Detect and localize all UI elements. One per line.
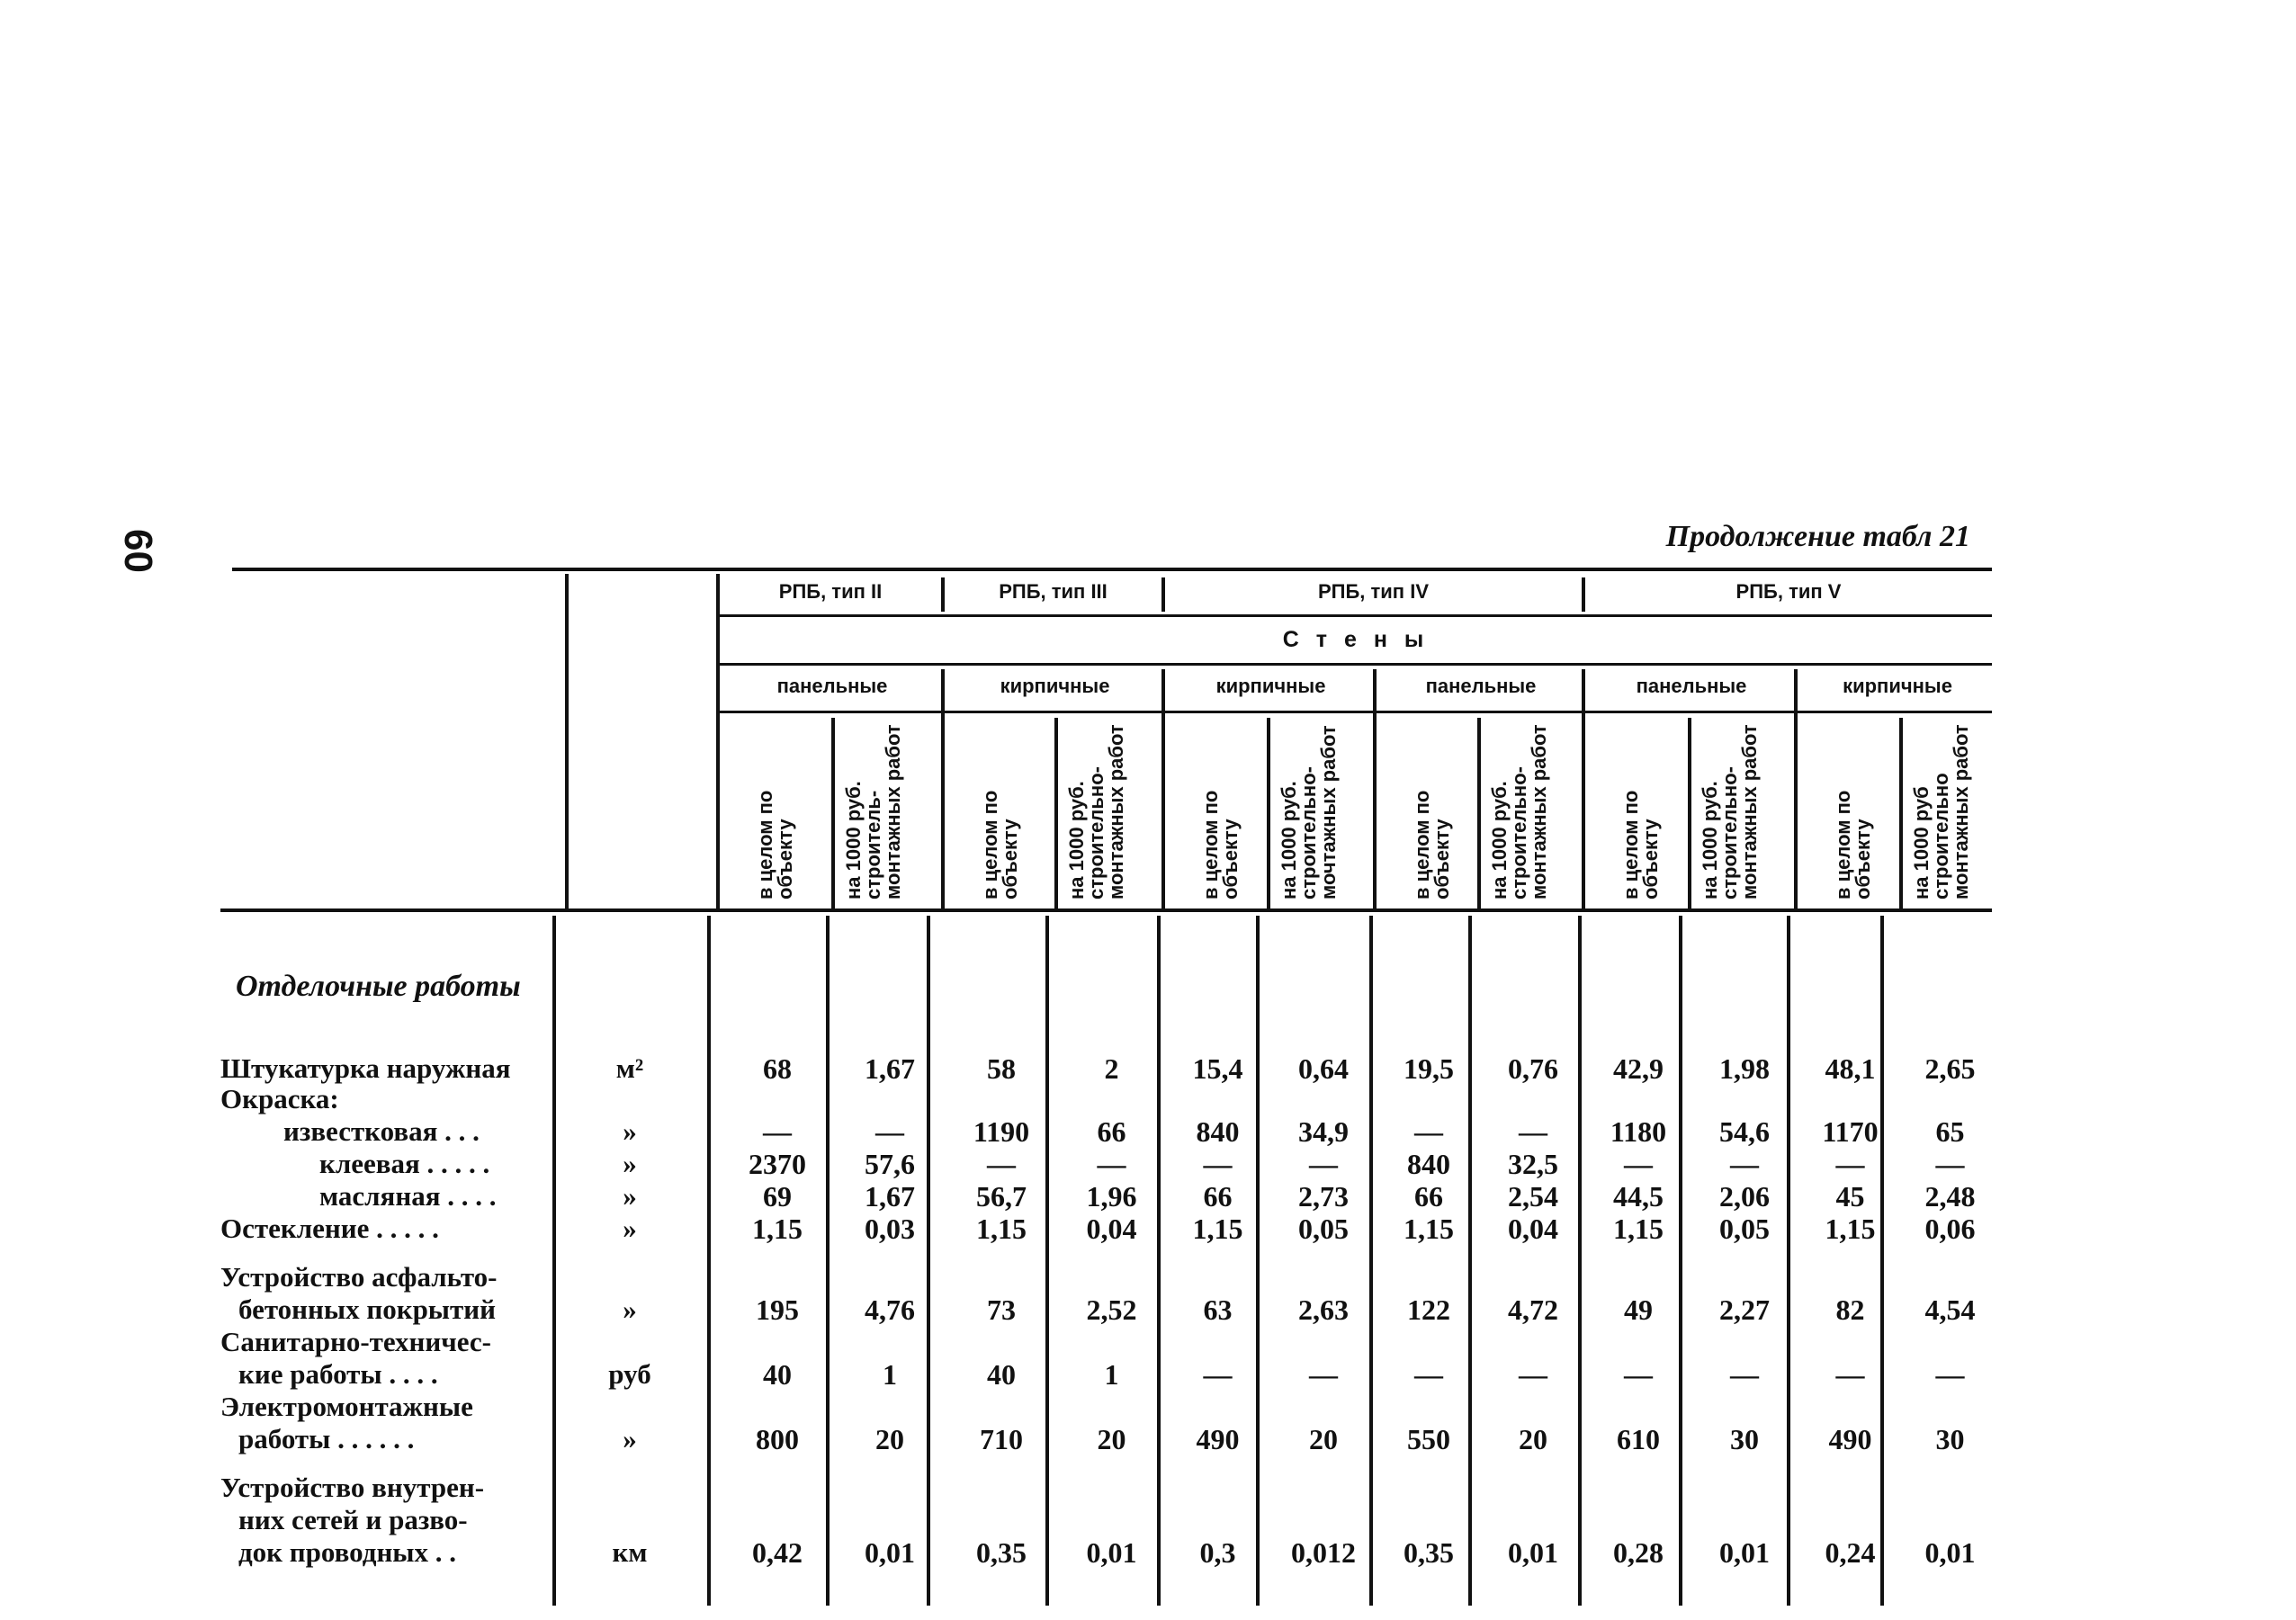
table-cell: 68 [763, 1052, 792, 1085]
walltype-sep [1582, 669, 1585, 910]
table-cell: 2,52 [1086, 1293, 1137, 1326]
table-cell: 4,72 [1508, 1293, 1558, 1326]
table-cell: 0,64 [1298, 1052, 1349, 1085]
table-cell: 54,6 [1719, 1115, 1770, 1148]
table-cell: 0,42 [752, 1536, 803, 1569]
table-cell: 0,35 [1404, 1536, 1454, 1569]
table-cell: 0,05 [1298, 1213, 1349, 1245]
head-vline [716, 574, 720, 910]
section-title: Отделочные работы [236, 970, 521, 1003]
table-cell: — [987, 1148, 1016, 1180]
table-cell: 1,96 [1086, 1180, 1137, 1213]
row-label: Электромонтажные [220, 1391, 473, 1422]
table-cell: 45 [1835, 1180, 1865, 1213]
table-cell: 2,48 [1924, 1180, 1976, 1213]
table-cell: 0,03 [865, 1213, 915, 1245]
table-cell: — [875, 1115, 904, 1148]
sub-sep [1054, 718, 1058, 910]
table-cell: 49 [1624, 1293, 1653, 1326]
table-cell: 1,98 [1719, 1052, 1770, 1085]
group-header-4: РПБ, тип V [1735, 580, 1842, 603]
walltype-rule [720, 711, 1992, 713]
table-cell: 1,15 [976, 1213, 1027, 1245]
wall-type-header: кирпичные [1000, 675, 1110, 697]
table-cell: 15,4 [1192, 1052, 1243, 1085]
row-label: клеевая . . . . . [319, 1148, 490, 1179]
group-header-1: РПБ, тип II [778, 580, 883, 603]
table-cell: 56,7 [976, 1180, 1027, 1213]
wall-type-header: панельные [1636, 675, 1747, 697]
table-cell: — [1097, 1148, 1126, 1180]
table-cell: 20 [1309, 1423, 1338, 1455]
table-cell: 1 [883, 1358, 897, 1391]
table-cell: 69 [763, 1180, 792, 1213]
table-cell: 2370 [749, 1148, 806, 1180]
table-cell: 66 [1203, 1180, 1233, 1213]
sub-header-total: в целом по объекту [1619, 790, 1662, 900]
table-cell: 550 [1407, 1423, 1450, 1455]
sub-header-per1000: на 1000 руб строительно монтажных работ [1910, 724, 1972, 900]
sub-header-total: в целом по объекту [1199, 790, 1242, 900]
row-label: бетонных покрытий [238, 1293, 496, 1325]
table-cell: 32,5 [1508, 1148, 1558, 1180]
page-number: 60 [116, 529, 160, 573]
sub-sep [1688, 718, 1691, 910]
table-cell: 19,5 [1404, 1052, 1454, 1085]
group-header-2: РПБ, тип III [999, 580, 1108, 603]
table-cell: — [1935, 1358, 1965, 1391]
table-cell: 1,67 [865, 1180, 915, 1213]
table-cell: 2,73 [1298, 1180, 1349, 1213]
table-cell: — [1730, 1148, 1759, 1180]
table-cell: — [1835, 1148, 1865, 1180]
table-cell: 0,01 [865, 1536, 915, 1569]
row-unit: » [623, 1115, 637, 1147]
table-cell: — [1203, 1358, 1233, 1391]
wall-type-header: панельные [776, 675, 888, 697]
sub-sep [1477, 718, 1481, 910]
sub-header-per1000: на 1000 руб. строительно- монтажных работ [1699, 724, 1761, 900]
body-vline [1679, 916, 1682, 1606]
body-vline [1468, 916, 1472, 1606]
table-cell: 2,27 [1719, 1293, 1770, 1326]
walltype-sep [1161, 669, 1165, 910]
body-vline [707, 916, 711, 1606]
table-cell: 0,01 [1719, 1536, 1770, 1569]
row-label: Устройство внутрен- [220, 1472, 485, 1503]
sub-header-total: в целом по объекту [754, 790, 796, 900]
table-cell: 1170 [1822, 1115, 1879, 1148]
row-label: них сетей и разво- [238, 1504, 468, 1535]
head-vline [565, 574, 569, 910]
head-rule [220, 908, 1992, 912]
table-cell: — [1935, 1148, 1965, 1180]
body-vline [1256, 916, 1260, 1606]
row-unit: » [623, 1423, 637, 1454]
table-cell: 73 [987, 1293, 1016, 1326]
row-label: Остекление . . . . . [220, 1213, 439, 1244]
table-cell: 0,3 [1199, 1536, 1236, 1569]
body-vline [927, 916, 930, 1606]
sub-header-per1000: на 1000 руб. строительно- монтажных работ [1065, 724, 1127, 900]
table-cell: 57,6 [865, 1148, 915, 1180]
row-label: Окраска: [220, 1083, 339, 1114]
sub-header-total: в целом по объекту [1411, 790, 1453, 900]
table-cell: 2,63 [1298, 1293, 1349, 1326]
table-cell: 65 [1935, 1115, 1965, 1148]
row-unit: » [623, 1180, 637, 1212]
table-cell: 34,9 [1298, 1115, 1349, 1148]
table-cell: 1,15 [752, 1213, 803, 1245]
table-cell: 1,15 [1192, 1213, 1243, 1245]
body-vline [1880, 916, 1884, 1606]
sub-sep [1267, 718, 1270, 910]
sub-header-total: в целом по объекту [979, 790, 1021, 900]
table-cell: — [1519, 1358, 1547, 1391]
table-cell: 0,012 [1291, 1536, 1356, 1569]
row-label: известковая . . . [283, 1115, 480, 1147]
table-cell: — [1624, 1148, 1653, 1180]
table-cell: — [1309, 1148, 1338, 1180]
row-unit: » [623, 1213, 637, 1244]
sub-sep [1899, 718, 1903, 910]
table-cell: 0,01 [1508, 1536, 1558, 1569]
table-cell: 0,28 [1613, 1536, 1664, 1569]
walltype-sep [1794, 669, 1798, 910]
table-cell: 30 [1935, 1423, 1965, 1455]
row-unit: » [623, 1293, 637, 1325]
table-cell: 30 [1730, 1423, 1759, 1455]
group-rule [720, 614, 1992, 617]
table-cell: 2 [1104, 1052, 1119, 1085]
table-cell: 40 [987, 1358, 1016, 1391]
group-header-3: РПБ, тип IV [1317, 580, 1429, 603]
table-cell: — [763, 1115, 792, 1148]
table-cell: 490 [1828, 1423, 1872, 1455]
sub-header-total: в целом по объекту [1832, 790, 1874, 900]
table-cell: — [1519, 1115, 1547, 1148]
table-cell: 490 [1196, 1423, 1240, 1455]
row-label: Штукатурка наружная [220, 1052, 511, 1084]
body-vline [1045, 916, 1049, 1606]
table-cell: — [1835, 1358, 1865, 1391]
table-cell: 840 [1407, 1148, 1450, 1180]
body-vline [826, 916, 830, 1606]
table-cell: 20 [1097, 1423, 1126, 1455]
sub-header-per1000: на 1000 руб. строительно- монтажных работ [1488, 724, 1550, 900]
body-vline [552, 916, 556, 1606]
row-unit: км [612, 1536, 648, 1568]
row-unit: руб [608, 1358, 651, 1390]
row-label: Санитарно-техничес- [220, 1326, 491, 1357]
table-cell: 195 [756, 1293, 799, 1326]
table-cell: 1,15 [1825, 1213, 1876, 1245]
body-vline [1157, 916, 1161, 1606]
table-cell: 66 [1097, 1115, 1126, 1148]
table-cell: 4,76 [865, 1293, 915, 1326]
table-cell: 1180 [1610, 1115, 1667, 1148]
body-vline [1578, 916, 1582, 1606]
table-cell: 42,9 [1613, 1052, 1664, 1085]
table-cell: — [1414, 1115, 1443, 1148]
table-cell: 66 [1414, 1180, 1443, 1213]
table-cell: 0,01 [1924, 1536, 1976, 1569]
table-cell: 58 [987, 1052, 1016, 1085]
row-label: док проводных . . [238, 1536, 457, 1568]
row-label: Устройство асфальто- [220, 1261, 498, 1293]
wall-type-header: панельные [1425, 675, 1537, 697]
walls-header: С т е н ы [1282, 627, 1430, 652]
table-cell: — [1414, 1358, 1443, 1391]
table-cell: 48,1 [1825, 1052, 1876, 1085]
table-cell: 63 [1203, 1293, 1233, 1326]
table-cell: 2,54 [1508, 1180, 1558, 1213]
sub-header-per1000: на 1000 руб. строитель- монтажных работ [842, 724, 904, 900]
walls-rule [720, 663, 1992, 666]
table-cell: 840 [1196, 1115, 1240, 1148]
body-vline [1369, 916, 1373, 1606]
continuation-title: Продолжение табл 21 [1665, 520, 1970, 553]
row-label: масляная . . . . [319, 1180, 497, 1212]
table-cell: 20 [1519, 1423, 1547, 1455]
table-cell: 4,54 [1924, 1293, 1976, 1326]
table-cell: 40 [763, 1358, 792, 1391]
table-cell: 82 [1835, 1293, 1865, 1326]
row-unit: » [623, 1148, 637, 1179]
body-vline [1787, 916, 1790, 1606]
table-cell: 800 [756, 1423, 799, 1455]
wall-type-header: кирпичные [1215, 675, 1326, 697]
row-unit: м² [615, 1052, 644, 1084]
table-cell: 0,35 [976, 1536, 1027, 1569]
table-cell: 0,04 [1086, 1213, 1137, 1245]
table-cell: 2,06 [1719, 1180, 1770, 1213]
wall-type-header: кирпичные [1843, 675, 1952, 697]
table-cell: 1 [1104, 1358, 1119, 1391]
table-cell: — [1309, 1358, 1338, 1391]
table-cell: 1190 [973, 1115, 1030, 1148]
table-cell: 0,06 [1924, 1213, 1976, 1245]
table-cell: — [1624, 1358, 1653, 1391]
row-label: работы . . . . . . [238, 1423, 415, 1454]
table-cell: 122 [1407, 1293, 1450, 1326]
sub-header-per1000: на 1000 руб. строительно- мочтажных работ [1278, 725, 1340, 900]
table-cell: 2,65 [1924, 1052, 1976, 1085]
table-cell: — [1730, 1358, 1759, 1391]
table-cell: 0,24 [1825, 1536, 1876, 1569]
walltype-sep [941, 669, 945, 910]
table-cell: 0,01 [1086, 1536, 1137, 1569]
table-cell: 710 [980, 1423, 1023, 1455]
walltype-sep [1373, 669, 1377, 910]
table-cell: — [1203, 1148, 1233, 1180]
table-cell: 610 [1617, 1423, 1660, 1455]
table-cell: 0,76 [1508, 1052, 1558, 1085]
top-rule [232, 568, 1992, 571]
table-cell: 0,04 [1508, 1213, 1558, 1245]
table-cell: 1,15 [1404, 1213, 1454, 1245]
table-cell: 1,15 [1613, 1213, 1664, 1245]
table-cell: 1,67 [865, 1052, 915, 1085]
table-cell: 20 [875, 1423, 904, 1455]
row-label: кие работы . . . . [238, 1358, 438, 1390]
table-cell: 0,05 [1719, 1213, 1770, 1245]
sub-sep [831, 718, 835, 910]
table-cell: 44,5 [1613, 1180, 1664, 1213]
